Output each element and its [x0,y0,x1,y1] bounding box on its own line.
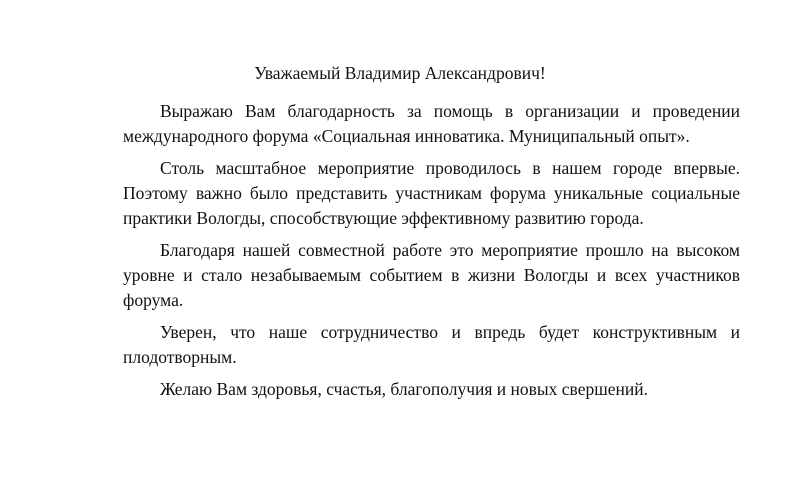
paragraph-gratitude: Выражаю Вам благодарность за помощь в организации и проведении международного форума «Социальная инноватика. Муниципальный опыт». [123,101,740,146]
paragraph-wishes: Желаю Вам здоровья, счастья, благополучия и новых свершений. [160,379,648,399]
paragraph-joint-work: Благодаря нашей совместной работе это мероприятие прошло на высоком уровне и стало незабываемым событием в жизни Вологды и всех участников форума. [123,240,740,310]
letter-greeting: Уважаемый Владимир Александрович! [254,63,546,83]
paragraph-event-scale: Столь масштабное мероприятие проводилось в нашем городе впервые. Поэтому важно было представить участникам форума уникальные социальные практики Вологды, способствующие эффективному развитию города. [123,158,740,228]
paragraph-cooperation: Уверен, что наше сотрудничество и впредь будет конструктивным и плодотворным. [123,322,740,367]
letter-body [123,99,740,409]
